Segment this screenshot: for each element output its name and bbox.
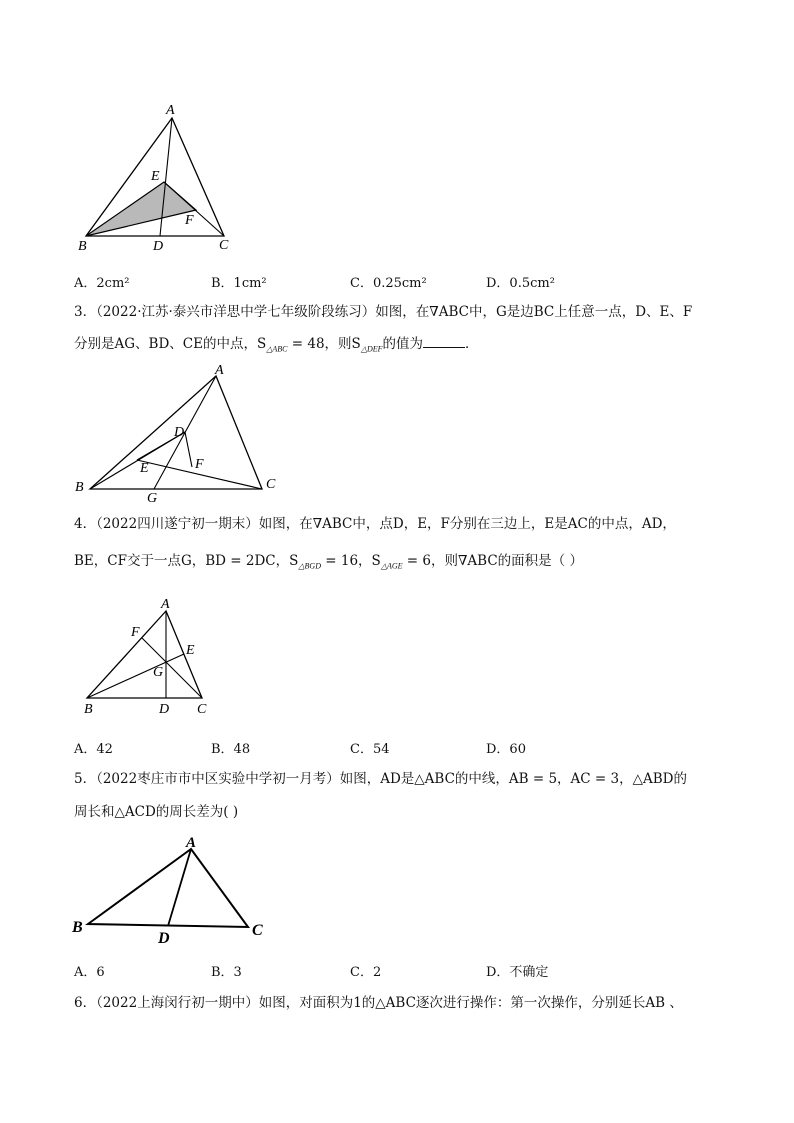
q2-figure: [70, 98, 240, 258]
q3-label-E: E: [140, 461, 149, 476]
q3-sub-def: △DEF: [360, 344, 383, 354]
q3-stem-part3: 的值为: [382, 336, 424, 352]
q4-label-D: D: [159, 702, 170, 717]
q3-label-F: F: [195, 457, 204, 472]
q3-label-B: B: [75, 480, 84, 495]
q5-line-ad: [168, 849, 191, 926]
q3-stem-part1: 分别是AG、BD、CE的中点，S: [74, 336, 267, 352]
q2-label-B: B: [78, 239, 87, 254]
q2-shaded-triangle: [86, 182, 196, 236]
q2-label-F: F: [185, 213, 194, 228]
q3-stem-end: ．: [465, 336, 479, 352]
q2-option-c: C．0.25cm²: [350, 276, 427, 291]
q5-label-C: C: [252, 922, 263, 939]
q4-label-F: F: [131, 625, 140, 640]
q4-triangle-abc: [87, 611, 202, 698]
q4-option-a: A．42: [74, 742, 113, 757]
q4-sub-age: △AGE: [380, 561, 403, 571]
q4-label-G: G: [153, 665, 164, 680]
q4-label-E: E: [186, 643, 195, 658]
q5-option-b: B．3: [211, 965, 242, 980]
q3-label-D: D: [174, 425, 185, 440]
q2-label-A: A: [166, 103, 175, 118]
q2-option-d: D．0.5cm²: [486, 276, 555, 291]
q4-line-be: [87, 654, 184, 698]
q4-sub-bgd: △BGD: [298, 561, 321, 571]
q3-label-A: A: [215, 363, 224, 378]
q4-stem-line2: [74, 552, 583, 576]
q3-stem-part2: = 48，则S: [287, 336, 361, 352]
q5-label-B: B: [72, 919, 83, 936]
q4-stem-part2: = 16，S: [320, 553, 381, 569]
q4-figure: [75, 590, 225, 720]
q5-label-A: A: [186, 835, 197, 851]
q4-option-d: D．60: [486, 742, 526, 757]
q5-label-D: D: [158, 930, 170, 947]
q2-label-D: D: [153, 239, 164, 254]
q2-label-E: E: [151, 169, 160, 184]
q2-option-a: A．2cm²: [74, 276, 130, 291]
q4-label-A: A: [161, 597, 170, 612]
q4-stem-line1: 4．（2022四川遂宁初一期末）如图，在∇ABC中，点D，E，F分别在三边上，E是AC的中点，AD，: [74, 516, 676, 532]
q5-option-a: A．6: [74, 965, 105, 980]
q3-line-df: [185, 432, 192, 467]
q5-options: [74, 961, 594, 979]
q5-stem-line2: 周长和△ACD的周长差为( ): [74, 804, 239, 820]
q3-figure: [70, 360, 290, 510]
q2-line-ad: [160, 118, 172, 236]
q2-option-b: B．1cm²: [211, 276, 267, 291]
q4-label-C: C: [197, 702, 207, 717]
q3-stem-line2: [74, 335, 479, 359]
q4-stem-part3: = 6，则∇ABC的面积是（ ）: [402, 553, 583, 569]
q4-options: [74, 738, 594, 756]
q4-stem-part1: BE，CF交于一点G，BD = 2DC，S: [74, 553, 299, 569]
q4-option-c: C．54: [350, 742, 390, 757]
q3-label-C: C: [266, 477, 276, 492]
q6-stem-line1: 6．（2022上海闵行初一期中）如图，对面积为1的△ABC逐次进行操作：第一次操作，分别延长AB 、: [74, 995, 683, 1011]
q4-option-b: B．48: [211, 742, 251, 757]
q5-option-c: C．2: [350, 965, 382, 980]
q5-stem-line1: 5．（2022枣庄市市中区实验中学初一月考）如图，AD是△ABC的中线，AB = 5，AC = 3，△ABD的: [74, 771, 687, 787]
q3-sub-abc: △ABC: [266, 344, 288, 354]
q2-label-C: C: [219, 238, 229, 253]
q5-triangle-abc: [88, 849, 248, 927]
q5-option-d: D．不确定: [486, 965, 549, 980]
q3-stem-line1: 3．（2022·江苏·泰兴市洋思中学七年级阶段练习）如图，在∇ABC中，G是边BC上任意一点，D、E、F: [74, 304, 693, 320]
q4-label-B: B: [84, 702, 93, 717]
q5-figure: [68, 830, 278, 950]
q3-answer-blank: [423, 335, 465, 348]
q3-label-G: G: [147, 491, 158, 506]
q2-options: [74, 272, 594, 290]
